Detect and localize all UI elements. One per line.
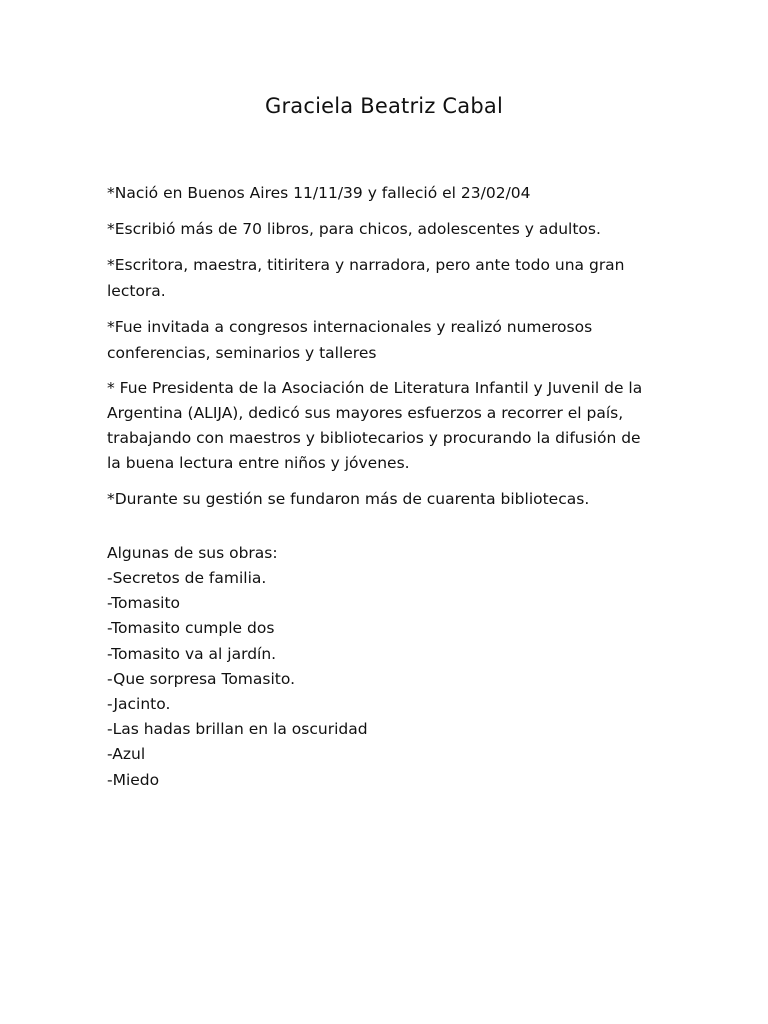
works-section: [107, 541, 647, 793]
fact-books-written: *Escribió más de 70 libros, para chicos, adolescentes y adultos.: [107, 220, 601, 238]
list-item: -Azul: [107, 745, 146, 764]
list-item: -Jacinto.: [107, 695, 171, 714]
list-item: -Las hadas brillan en la oscuridad: [107, 720, 368, 739]
list-item: -Tomasito va al jardín.: [107, 644, 277, 663]
list-item: -Tomasito: [107, 594, 181, 613]
document-title: Graciela Beatriz Cabal: [264, 94, 503, 118]
fact-birth-death: *Nació en Buenos Aires 11/11/39 y falleció el 23/02/04: [107, 184, 531, 202]
list-item: -Que sorpresa Tomasito.: [107, 669, 295, 688]
works-list: [107, 566, 647, 793]
works-heading: Algunas de sus obras:: [107, 544, 278, 562]
fact-libraries-founded: *Durante su gestión se fundaron más de cuarenta bibliotecas.: [107, 490, 590, 508]
list-item: -Tomasito cumple dos: [107, 619, 275, 638]
list-item: -Miedo: [107, 770, 160, 789]
fact-conferences: *Fue invitada a congresos internacionales y realizó numerosos conferencias, seminarios y talleres: [107, 318, 593, 362]
fact-professions: *Escritora, maestra, titiritera y narradora, pero ante todo una gran lectora.: [107, 256, 625, 300]
facts-section: [107, 180, 647, 522]
list-item: -Secretos de familia.: [107, 569, 267, 587]
fact-alija-presidency: * Fue Presidenta de la Asociación de Literatura Infantil y Juvenil de la Argentina (ALIJA), dedicó sus mayores esfuerzos a recorrer el país, trabajando con maestros y bibliotecarios y procurando la difusión de la buena lectura entre niños y jóvenes.: [107, 379, 643, 472]
